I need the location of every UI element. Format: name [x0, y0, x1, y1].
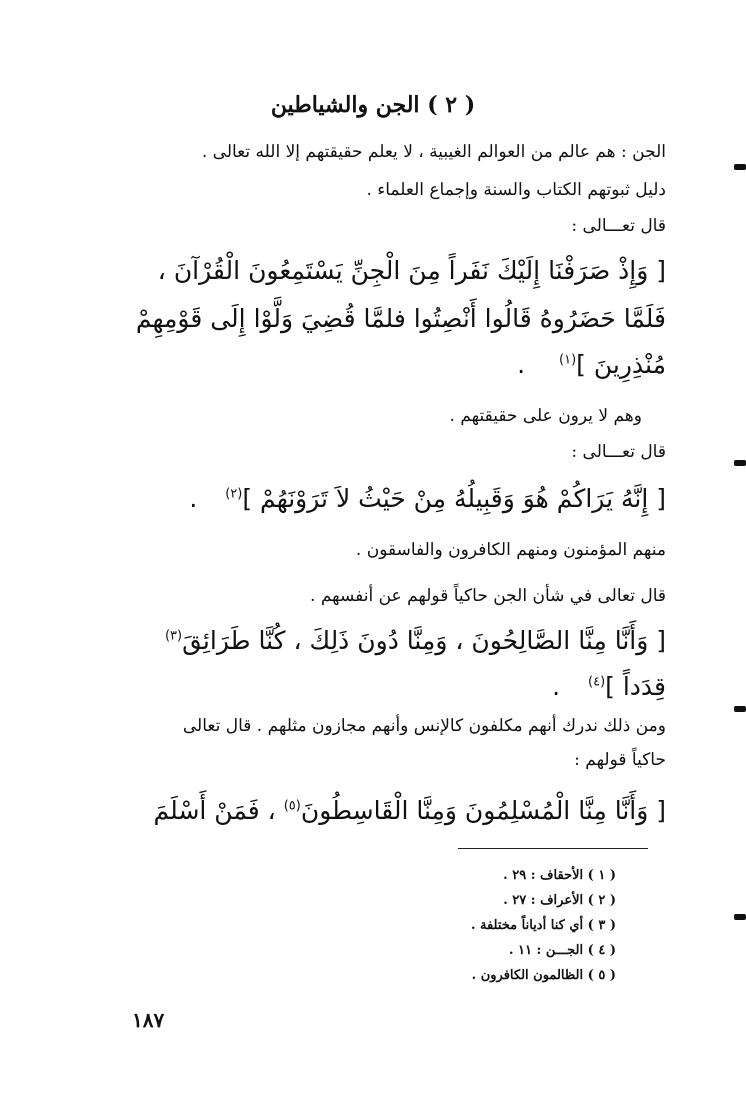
footnote-2: ( ٢ ) الأعراف : ٢٧ . — [503, 893, 616, 908]
not-seen-line: وهم لا يرون على حقيقتهم . — [449, 406, 642, 426]
obliged-line-1: ومن ذلك ندرك أنهم مكلفون كالإنس وأنهم مجازون مثلهم . قال تعالى — [182, 716, 666, 736]
qala-line-1: قال تعـــالى : — [571, 216, 666, 236]
verse-1-text: مُنْذِرِينَ ] — [576, 350, 666, 379]
verse-3-period: . — [552, 672, 561, 701]
verse-1-period: . — [517, 350, 526, 379]
kinds-line: منهم المؤمنون ومنهم الكافرون والفاسقون . — [355, 540, 666, 560]
verse-3-text-1: [ وَأَنَّا مِنَّا الصَّالِحُونَ ، وَمِنَّا دُونَ ذَلِكَ ، كُنَّا طَرَائِقَ — [182, 626, 666, 655]
footnote-ref-3: (٣) — [164, 628, 183, 644]
edge-mark — [734, 706, 746, 712]
verse-2-text: [ إِنَّهُ يَرَاكُمْ هُوَ وَقَبِيلُهُ مِنْ حَيْثُ لاَ تَرَوْنَهُمْ ] — [242, 484, 666, 513]
verse-3-line-2 — [552, 672, 666, 702]
verse-3-text-2: قِدَداً ] — [605, 672, 666, 701]
page-number: ١٨٧ — [132, 1008, 165, 1032]
section-title: ( ٢ ) الجن والشياطين — [270, 92, 476, 118]
footnote-ref-1: (١) — [559, 352, 577, 368]
footnote-5: ( ٥ ) الظالمون الكافرون . — [471, 968, 616, 983]
edge-mark — [734, 914, 746, 920]
edge-mark — [734, 460, 746, 466]
footnote-ref-4: (٤) — [588, 674, 606, 690]
footnote-4: ( ٤ ) الجـــن : ١١ . — [508, 943, 616, 958]
verse-4-text-b: ، فَمَنْ أَسْلَمَ — [153, 796, 276, 825]
verse-1-line-3 — [517, 350, 666, 380]
verse-1-line-1: [ وَإِذْ صَرَفْنَا إِلَيْكَ نَفَراً مِنَ الْجِنِّ يَسْتَمِعُونَ الْقُرْآنَ ، — [157, 256, 666, 285]
footnote-3: ( ٣ ) أي كنا أدياناً مختلفة . — [470, 918, 616, 933]
footnote-1: ( ١ ) الأحقاف : ٢٩ . — [503, 868, 616, 883]
verse-4-text-a: [ وَأَنَّا مِنَّا الْمُسْلِمُونَ وَمِنَّا الْقَاسِطُونَ — [300, 796, 666, 825]
footnote-divider — [458, 848, 648, 849]
proof-line: دليل ثبوتهم الكتاب والسنة وإجماع العلماء . — [366, 180, 666, 200]
verse-3-line-1 — [165, 626, 666, 656]
verse-1-line-2: فَلَمَّا حَضَرُوهُ قَالُوا أَنْصِتُوا فلمَّا قُضِيَ وَلَّوْا إِلَى قَوْمِهِمْ — [135, 304, 666, 333]
verse-2-period: . — [189, 484, 198, 513]
verse-4-line — [154, 796, 666, 826]
definition-line: الجن : هم عالم من العوالم الغيبية ، لا يعلم حقيقتهم إلا الله تعالى . — [201, 142, 666, 162]
qala-line-2: قال تعـــالى : — [571, 442, 666, 462]
obliged-line-2: حاكياً قولهم : — [574, 750, 666, 770]
footnote-ref-5: (٥) — [283, 798, 301, 814]
edge-mark — [734, 164, 746, 170]
verse-2-line — [189, 484, 666, 514]
qala-line-3: قال تعالى في شأن الجن حاكياً قولهم عن أنفسهم . — [310, 586, 666, 606]
footnote-ref-2: (٢) — [225, 486, 243, 502]
